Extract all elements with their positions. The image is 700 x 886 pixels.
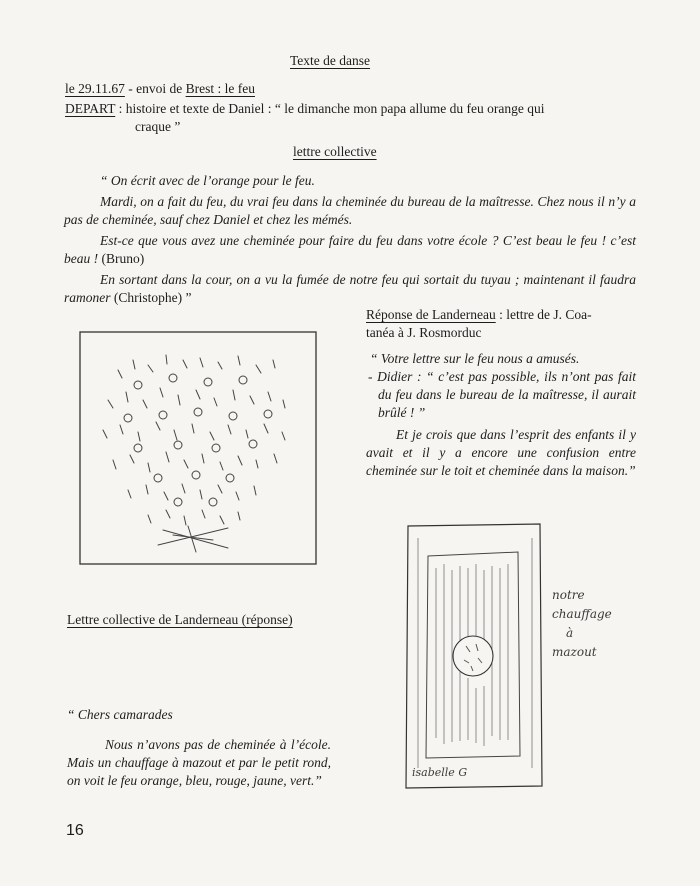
heater-drawing <box>400 518 550 793</box>
date-origin: Brest : le feu <box>185 81 255 96</box>
date-separator: - envoi de <box>124 81 186 96</box>
attribution-bruno: (Bruno) <box>98 251 145 266</box>
reponse-block <box>366 306 636 480</box>
caption-line: mazout <box>552 645 597 659</box>
caption-line: chauffage <box>552 607 612 621</box>
drawing-signature: isabelle G <box>412 766 468 779</box>
attribution-christophe: (Christophe) ” <box>110 290 192 305</box>
fire-drawing <box>78 330 318 570</box>
heater-caption <box>552 586 612 662</box>
collective-letter <box>64 172 636 307</box>
page-title: Texte de danse <box>290 53 371 68</box>
reponse-quote: “ Votre lettre sur le feu nous a amusés. <box>370 351 580 366</box>
caption-line: notre <box>552 588 585 602</box>
letter-paragraph: Est-ce que vous avez une cheminée pour faire du feu dans votre école ? C’est beau le feu ! c’est beau ! (Bruno) <box>64 233 636 266</box>
heater-drawing-svg <box>400 518 550 793</box>
date: le 29.11.67 <box>65 81 125 96</box>
letter-paragraph: Mardi, on a fait du feu, du vrai feu dans la cheminée du bureau de la maîtresse. Chez nous il n’y a pas de cheminée, sauf chez Daniel et chez les mémés. <box>64 194 636 227</box>
reponse-intro-cont: tanéa à J. Rosmorduc <box>366 325 482 340</box>
chers-camarades: “ Chers camarades <box>67 707 173 722</box>
fire-drawing-svg <box>78 330 318 570</box>
page-number: 16 <box>66 822 84 839</box>
depart-label: DEPART <box>65 101 116 116</box>
landerneau-letter-heading: Lettre collective de Landerneau (réponse) <box>67 612 293 627</box>
caption-line: à <box>566 626 574 640</box>
chers-body: Nous n’avons pas de cheminée à l’école. Mais un chauffage à mazout et par le petit rond, on voit le feu orange, bleu, rouge, jaune, vert.” <box>67 737 331 788</box>
letter-heading: lettre collective <box>293 144 377 159</box>
depart-text: : histoire et texte de Daniel : “ le dimanche mon papa allume du feu orange qui <box>115 101 545 116</box>
reponse-quote: Et je crois que dans l’esprit des enfants il y avait et il y a encore une confusion entre cheminée sur le toit et cheminée dans la maison.” <box>366 427 636 478</box>
letter-paragraph: En sortant dans la cour, on a vu la fumée de notre feu qui sortait du tuyau ; maintenant il faudra ramoner (Christophe) ” <box>64 272 636 305</box>
letter-paragraph: “ On écrit avec de l’orange pour le feu. <box>100 173 315 188</box>
depart-text-cont: craque ” <box>135 119 181 134</box>
reponse-label: Réponse de Landerneau <box>366 307 496 322</box>
date-line <box>65 80 255 98</box>
depart-block <box>65 100 645 136</box>
reponse-quote: - Didier : “ c’est pas possible, ils n’ont pas fait du feu dans le bureau de la maîtresse, il aurait brûlé ! ” <box>368 369 636 420</box>
reponse-intro: : lettre de J. Coa- <box>495 307 592 322</box>
